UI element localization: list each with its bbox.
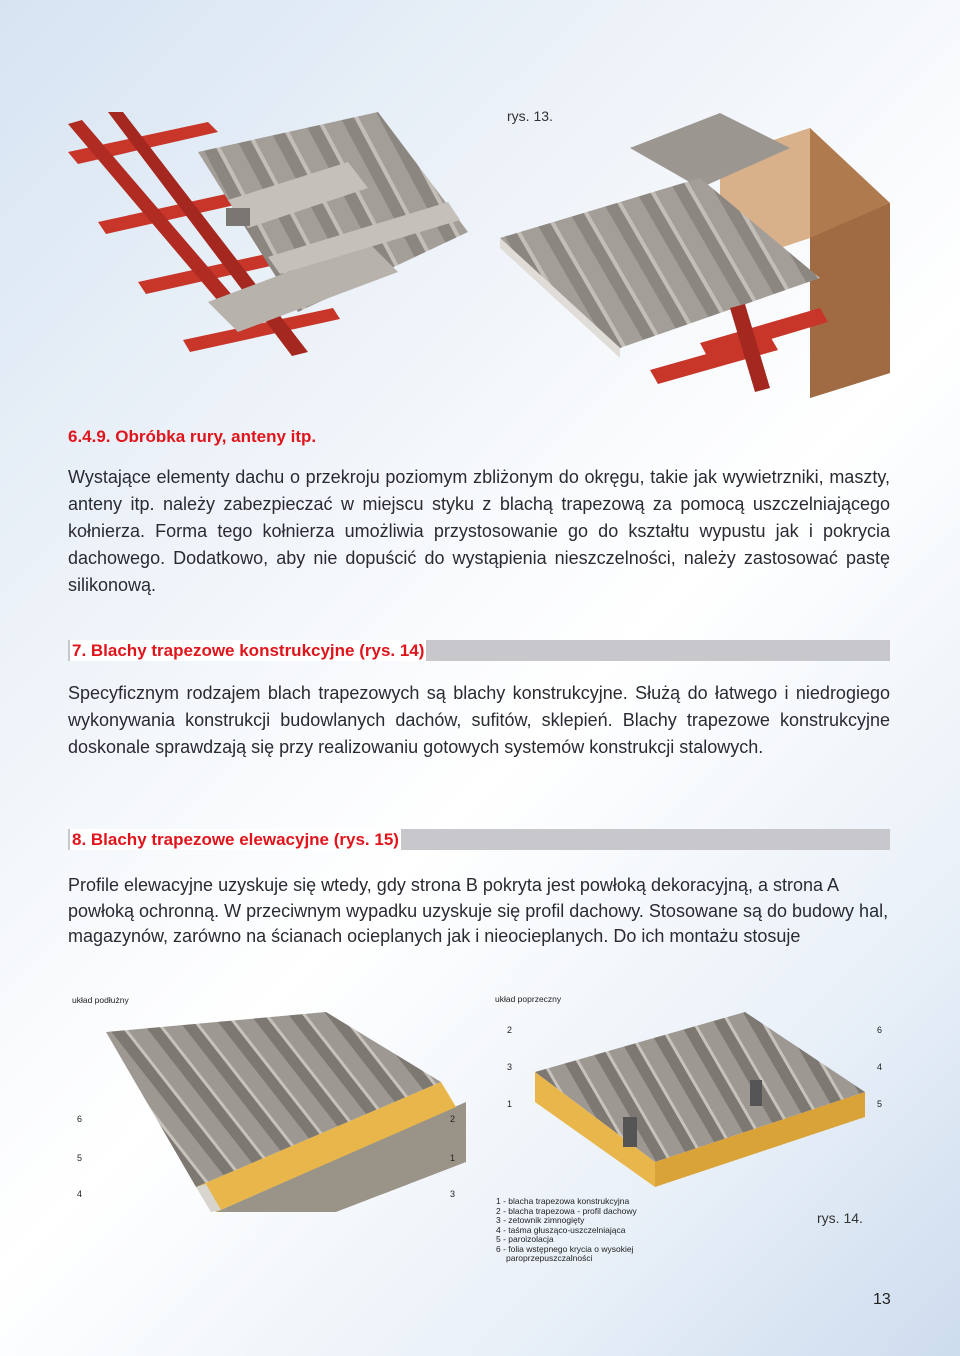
legend-item: paroprzepuszczalności [506, 1253, 593, 1263]
section-649-heading: 6.4.9. Obróbka rury, anteny itp. [68, 427, 317, 446]
label-3-right: 3 [507, 1062, 513, 1072]
legend-item: 3 - zetownik zimnogięty [496, 1215, 585, 1225]
figure-13-left-illustration [68, 112, 468, 374]
label-6: 6 [77, 1114, 83, 1124]
section-8-paragraph: Profile elewacyjne uzyskuje się wtedy, gdy strona B pokryta jest powłoką dekoracyjną, a strona A powłoką ochronną. W przeciwnym wypadku uzyskuje się profil dachowy. Stosowane są do budowy hal, magazynów, zarówno na ścianach ocieplanych jak i nieocieplanych. Do ich montażu stosuje [68, 875, 889, 946]
legend-item: 6 - folia wstępnego krycia o wysokiej [496, 1243, 634, 1254]
label-4-right: 4 [877, 1062, 883, 1072]
figure-14-caption: rys. 14. [817, 1210, 863, 1226]
label-5-right: 5 [877, 1099, 883, 1109]
figure-14-left-illustration [96, 1012, 466, 1212]
section-7-heading: 7. Blachy trapezowe konstrukcyjne (rys. 14) [72, 641, 425, 660]
figure-13-right-illustration [470, 108, 890, 398]
legend-item: 5 - paroizolacja [496, 1234, 554, 1244]
figure-14-left-title: układ podłużny [72, 995, 129, 1005]
label-6-right: 6 [877, 1025, 883, 1035]
legend-item: 4 - taśma głusząco-uszczelniająca [496, 1224, 626, 1235]
label-2: 2 [450, 1114, 456, 1124]
legend-item: 1 - blacha trapezowa konstrukcyjna [496, 1196, 630, 1206]
figure-14-right-illustration [535, 1012, 865, 1187]
label-5: 5 [77, 1153, 83, 1163]
figure-14-right-title: układ poprzeczny [495, 994, 562, 1004]
figure-14-legend [496, 1197, 637, 1264]
label-3: 3 [450, 1189, 456, 1199]
section-649-paragraph: Wystające elementy dachu o przekroju poziomym zbliżonym do okręgu, takie jak wywietrzniki, maszty, anteny itp. należy zabezpieczać w miejscu styku z blachą trapezową za pomocą uszczelniającego kołnierza. Forma tego kołnierza umożliwia przystosowanie go do kształtu wypustu jak i pokrycia dachowego. Dodatkowo, aby nie dopuścić do wystąpienia nieszczelności, należy zastosować pastę silikonową. [68, 467, 890, 595]
label-4: 4 [77, 1189, 83, 1199]
label-2-right: 2 [507, 1025, 513, 1035]
section-7-heading-bar [68, 640, 890, 661]
legend-item: 2 - blacha trapezowa - profil dachowy [496, 1205, 637, 1216]
page-number: 13 [873, 1291, 891, 1308]
figure-13-caption: rys. 13. [507, 108, 553, 124]
label-1-right: 1 [507, 1099, 513, 1109]
section-8-heading-bar [68, 829, 890, 850]
section-7-paragraph: Specyficznym rodzajem blach trapezowych są blachy konstrukcyjne. Służą do łatwego i niedrogiego wykonywania konstrukcji budowlanych dachów, sufitów, sklepień. Blachy trapezowe konstrukcyjne doskonale sprawdzają się przy realizowaniu gotowych systemów konstrukcji stalowych. [68, 683, 890, 757]
label-1: 1 [450, 1153, 456, 1163]
section-8-heading: 8. Blachy trapezowe elewacyjne (rys. 15) [72, 830, 399, 849]
roof-sheet [535, 1012, 865, 1162]
